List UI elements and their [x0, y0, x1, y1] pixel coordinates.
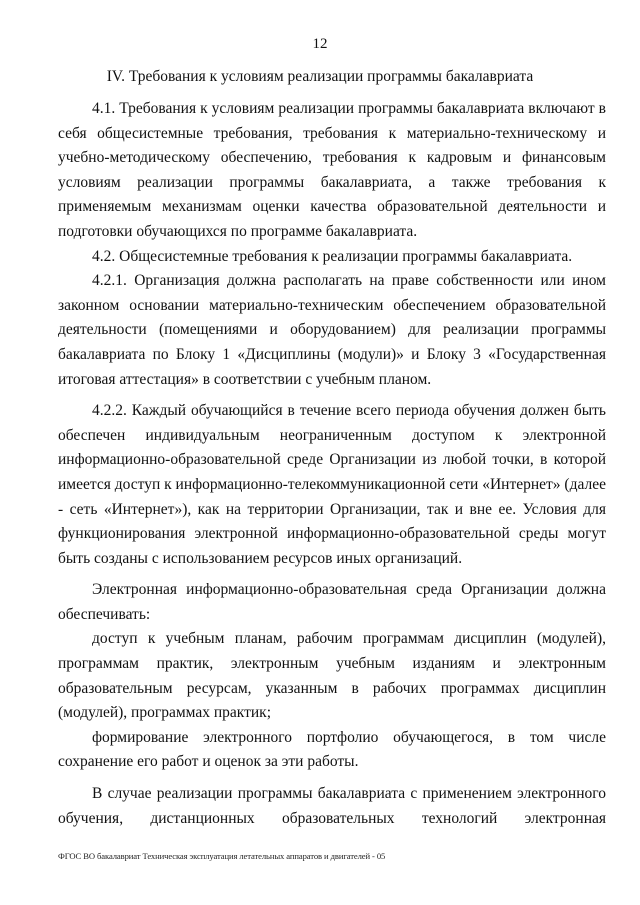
page-footer: ФГОС ВО бакалавриат Техническая эксплуатация летательных аппаратов и двигателей - 05	[58, 851, 386, 861]
paragraph-4-1: 4.1. Требования к условиям реализации программы бакалавриата включают в себя общесистемные требования, требования к материально-техническому и учебно-методическому обеспечению, требования к кадровым и финансовым условиям реализации программы бакалавриата, а также требования к применяемым механизмам оценки качества образовательной деятельности и подготовки обучающихся по программе бакалавриата.	[58, 100, 606, 240]
paragraph-e-learning: В случае реализации программы бакалавриата с применением электронного обучения, дистанционных образовательных технологий электронная	[58, 785, 606, 827]
paragraph-access-list-item: доступ к учебным планам, рабочим программам дисциплин (модулей), программам практик, электронным учебным изданиям и электронным образовательным ресурсам, указанным в рабочих программах дисциплин (модулей), программах практик;	[58, 630, 606, 722]
section-title: IV. Требования к условиям реализации программы бакалавриата	[106, 68, 534, 85]
paragraph-4-2-1: 4.2.1. Организация должна располагать на праве собственности или ином законном основании материально-техническим обеспечением образовательной деятельности (помещениями и оборудованием) для реализации программы бакалавриата по Блоку 1 «Дисциплины (модули)» и Блоку 3 «Государственная итоговая аттестация» в соответствии с учебным планом.	[58, 272, 606, 388]
document-body	[58, 97, 606, 831]
page-number: 12	[312, 36, 328, 52]
paragraph-4-2: 4.2. Общесистемные требования к реализации программы бакалавриата.	[92, 247, 573, 265]
paragraph-4-2-2: 4.2.2. Каждый обучающийся в течение всего периода обучения должен быть обеспечен индивидуальным неограниченным доступом к электронной информационно-образовательной среде Организации из любой точки, в которой имеется доступ к информационно-телекоммуникационной сети «Интернет» (далее - сеть «Интернет»), как на территории Организации, так и вне ее. Условия для функционирования электронной информационно-образовательной среды могут быть созданы с использованием ресурсов иных организаций.	[58, 402, 606, 567]
paragraph-portfolio-list-item: формирование электронного портфолио обучающегося, в том числе сохранение его работ и оценок за эти работы.	[58, 728, 606, 771]
paragraph-environment-intro: Электронная информационно-образовательная среда Организации должна обеспечивать:	[58, 581, 606, 623]
